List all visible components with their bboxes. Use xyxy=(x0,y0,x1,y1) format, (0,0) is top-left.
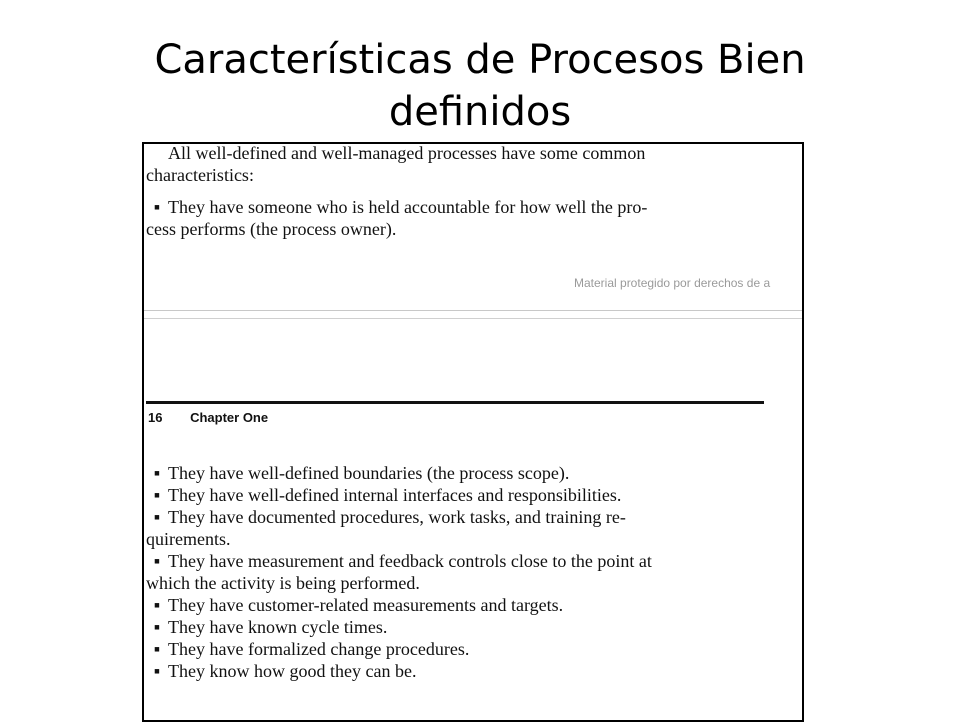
list-item xyxy=(146,550,766,594)
bullet-marker: ▪ xyxy=(153,551,161,571)
slide-title: Características de Procesos Bien definidos xyxy=(154,37,806,135)
list-item-continuation: quirements. xyxy=(146,529,231,549)
list-item-text: They have well-defined internal interfaces and responsibilities. xyxy=(168,485,622,505)
list-item xyxy=(146,638,766,660)
list-item-text: They have documented procedures, work tasks, and training re- xyxy=(168,507,626,527)
first-bullet-line-1: They have someone who is held accountable for how well the pro- xyxy=(168,197,648,217)
scanned-page-image xyxy=(142,142,804,722)
list-item xyxy=(146,616,766,638)
chapter-header xyxy=(148,410,268,425)
list-item xyxy=(146,462,766,484)
chapter-title: Chapter One xyxy=(190,410,269,425)
first-bullet-line-2: cess performs (the process owner). xyxy=(146,219,397,239)
copyright-watermark: Material protegido por derechos de a xyxy=(574,276,771,290)
bullet-marker: ▪ xyxy=(153,463,161,483)
list-item xyxy=(146,484,766,506)
list-item-text: They have known cycle times. xyxy=(168,617,388,637)
list-item-text: They have well-defined boundaries (the process scope). xyxy=(168,463,570,483)
list-item-text: They have formalized change procedures. xyxy=(168,639,470,659)
page-number: 16 xyxy=(148,410,163,425)
chapter-rule xyxy=(146,401,764,404)
list-item xyxy=(146,594,766,616)
page-divider xyxy=(144,310,802,311)
bullet-marker: ▪ xyxy=(153,617,161,637)
intro-paragraph xyxy=(146,142,766,186)
bullet-marker: ▪ xyxy=(153,485,161,505)
list-item-text: They have measurement and feedback controls close to the point at xyxy=(168,551,652,571)
bullet-marker: ▪ xyxy=(153,197,161,217)
intro-line-2: characteristics: xyxy=(146,165,254,185)
bullet-marker: ▪ xyxy=(153,661,161,681)
page-divider xyxy=(144,318,802,319)
first-bullet xyxy=(146,196,766,240)
list-item xyxy=(146,660,766,682)
list-item-text: They have customer-related measurements and targets. xyxy=(168,595,564,615)
characteristics-list xyxy=(146,462,766,682)
bullet-marker: ▪ xyxy=(153,595,161,615)
list-item-continuation: which the activity is being performed. xyxy=(146,573,420,593)
bullet-marker: ▪ xyxy=(153,507,161,527)
list-item-text: They know how good they can be. xyxy=(168,661,417,681)
bullet-marker: ▪ xyxy=(153,639,161,659)
list-item xyxy=(146,506,766,550)
intro-line-1: All well-defined and well-managed processes have some common xyxy=(168,143,646,163)
